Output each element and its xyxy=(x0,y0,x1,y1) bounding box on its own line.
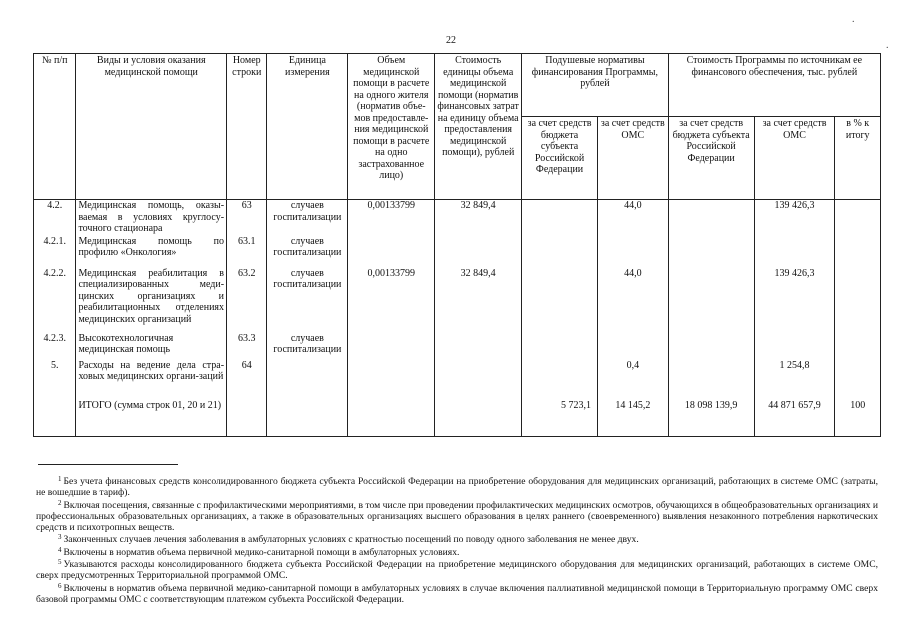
cell-num: 4.2.2. xyxy=(34,268,76,333)
cell-unit: случаев госпитализации xyxy=(267,333,348,360)
footnote xyxy=(36,583,878,606)
cell-volume: 0,00133799 xyxy=(348,268,435,333)
footnote-text: Включены в норматив объема первичной медико-санитарной помощи в амбулаторных условиях. xyxy=(63,546,460,558)
cell-cost xyxy=(435,333,522,360)
cell-prog-budget xyxy=(668,268,754,333)
header-prog-pct: в % к итогу xyxy=(835,117,881,200)
cell-num: 4.2. xyxy=(34,200,76,236)
table-header xyxy=(34,54,881,200)
cell-prog-oms: 139 426,3 xyxy=(754,200,835,236)
cell-cost: 32 849,4 xyxy=(435,200,522,236)
total-row xyxy=(34,400,881,437)
cell-volume xyxy=(348,400,435,437)
cell-name: Расходы на ведение дела стра-ховых медицинских органи-заций xyxy=(76,360,227,400)
footnote-text: Без учета финансовых средств консолидированного бюджета субъекта Российской Федерации на приобретение оборудования для медицинских организаций, работающих в системе ОМС (затраты, не вошедшие в тариф). xyxy=(36,476,878,499)
cell-cost xyxy=(435,360,522,400)
page-number: 22 xyxy=(446,35,456,46)
cell-volume: 0,00133799 xyxy=(348,200,435,236)
footnote-mark: 3 xyxy=(58,533,62,542)
cell-cost xyxy=(435,400,522,437)
cell-line: 63.3 xyxy=(227,333,267,360)
cell-name: Медицинская помощь по профилю «Онкология» xyxy=(76,236,227,268)
cell-prog-oms xyxy=(754,333,835,360)
cell-pc-oms: 44,0 xyxy=(597,200,668,236)
cell-unit xyxy=(267,400,348,437)
footnote-separator xyxy=(38,464,178,465)
header-num: № п/п xyxy=(34,54,76,200)
cell-pc-budget xyxy=(522,200,598,236)
cell-prog-oms: 44 871 657,9 xyxy=(754,400,835,437)
cell-prog-oms xyxy=(754,236,835,268)
header-volume: Объем медицинской помощи в расчете на одного жителя (норматив объе-мов предоставле-ния медицинской помощи в расчете на одно застрахованное лицо) xyxy=(348,54,435,200)
table-row xyxy=(34,333,881,360)
footnotes xyxy=(36,476,878,606)
footnote-mark: 4 xyxy=(58,545,62,554)
cell-pc-budget xyxy=(522,360,598,400)
header-type: Виды и условия оказания медицинской помощи xyxy=(76,54,227,200)
cell-pc-budget: 5 723,1 xyxy=(522,400,598,437)
cell-line: 63.2 xyxy=(227,268,267,333)
cell-name: Медицинская помощь, оказы-ваемая в условиях круглосу-точного стационара xyxy=(76,200,227,236)
header-program-cost: Стоимость Программы по источникам ее финансового обеспечения, тыс. рублей xyxy=(668,54,880,117)
header-line: Номер строки xyxy=(227,54,267,200)
cell-name: Медицинская реабилитация в специализированных меди-цинских организациях и реабилитационных отделениях медицинских организаций xyxy=(76,268,227,333)
cell-prog-pct: 100 xyxy=(835,400,881,437)
cell-unit: случаев госпитализации xyxy=(267,236,348,268)
footnote-mark: 5 xyxy=(58,558,62,567)
cell-prog-oms: 139 426,3 xyxy=(754,268,835,333)
cell-pc-oms xyxy=(597,333,668,360)
cell-pc-oms: 14 145,2 xyxy=(597,400,668,437)
cell-prog-pct xyxy=(835,236,881,268)
cell-volume xyxy=(348,333,435,360)
cell-pc-budget xyxy=(522,333,598,360)
table-row xyxy=(34,236,881,268)
cell-prog-budget xyxy=(668,236,754,268)
cell-pc-oms: 44,0 xyxy=(597,268,668,333)
footnote-mark: 1 xyxy=(58,475,62,483)
footnote xyxy=(36,500,878,534)
cell-cost xyxy=(435,236,522,268)
cell-volume xyxy=(348,360,435,400)
cell-line xyxy=(227,400,267,437)
cell-num xyxy=(34,400,76,437)
footnote xyxy=(36,559,878,582)
footnote xyxy=(36,534,878,545)
cell-num: 5. xyxy=(34,360,76,400)
table-row xyxy=(34,200,881,236)
cell-num: 4.2.3. xyxy=(34,333,76,360)
cell-prog-budget xyxy=(668,200,754,236)
footnote-mark: 6 xyxy=(58,581,62,590)
cell-line: 64 xyxy=(227,360,267,400)
header-cost: Стоимость единицы объема медицинской помощи (норматив финансовых затрат на единицу объема предоставления медицинской помощи), рублей xyxy=(435,54,522,200)
cell-prog-budget: 18 098 139,9 xyxy=(668,400,754,437)
footnote xyxy=(36,476,878,499)
cell-pc-budget xyxy=(522,236,598,268)
cell-prog-pct xyxy=(835,360,881,400)
cell-pc-oms xyxy=(597,236,668,268)
footnote xyxy=(36,547,878,558)
footnote-text: Указываются расходы консолидированного бюджета субъекта Российской Федерации на приобретение медицинского оборудования для медицинских организаций, работающих в системе ОМС, сверх предусмотренных Территориальной программой ОМС. xyxy=(36,559,878,582)
cell-pc-oms: 0,4 xyxy=(597,360,668,400)
header-per-capita: Подушевые нормативы финансирования Программы, рублей xyxy=(522,54,669,117)
table-row xyxy=(34,268,881,333)
header-pc-oms: за счет средств ОМС xyxy=(597,117,668,200)
cell-pc-budget xyxy=(522,268,598,333)
cell-name: Высокотехнологичная медицинская помощь xyxy=(76,333,227,360)
scan-speck: . xyxy=(852,14,855,25)
cell-line: 63.1 xyxy=(227,236,267,268)
cell-unit: случаев госпитализации xyxy=(267,200,348,236)
footnote-text: Включая посещения, связанные с профилактическими мероприятиями, в том числе при проведении профилактических медицинских осмотров, обучающихся в общеобразовательных организациях и профессиональных образовательных организациях, а также в образовательных организациях высшего образования в целях раннего (своевременного) выявления незаконного потребления наркотических средств и психотропных веществ. xyxy=(36,499,878,534)
cell-prog-oms: 1 254,8 xyxy=(754,360,835,400)
cell-volume xyxy=(348,236,435,268)
cell-prog-budget xyxy=(668,360,754,400)
cell-prog-pct xyxy=(835,333,881,360)
scan-speck: . xyxy=(886,40,889,51)
cell-unit xyxy=(267,360,348,400)
cell-cost: 32 849,4 xyxy=(435,268,522,333)
footnote-text: Включены в норматив объема первичной медико-санитарной помощи в амбулаторных условиях в случае включения паллиативной медицинской помощи в Территориальную программу ОМС сверх базовой программы ОМС с соответствующим платежом субъекта Российской Федерации. xyxy=(36,582,878,605)
cell-line: 63 xyxy=(227,200,267,236)
header-unit: Единица измерения xyxy=(267,54,348,200)
cell-name: ИТОГО (сумма строк 01, 20 и 21) xyxy=(76,400,227,437)
footnote-mark: 2 xyxy=(58,498,62,507)
footnote-text: Законченных случаев лечения заболевания в амбулаторных условиях с кратностью посещений по поводу одного заболевания не менее двух. xyxy=(63,534,639,546)
financing-table xyxy=(33,53,881,437)
cell-prog-budget xyxy=(668,333,754,360)
table-row xyxy=(34,360,881,400)
cell-unit: случаев госпитализации xyxy=(267,268,348,333)
header-prog-oms: за счет средств ОМС xyxy=(754,117,835,200)
header-pc-budget: за счет средств бюджета субъекта Российской Федерации xyxy=(522,117,598,200)
header-prog-budget: за счет средств бюджета субъекта Российской Федерации xyxy=(668,117,754,200)
cell-prog-pct xyxy=(835,200,881,236)
cell-num: 4.2.1. xyxy=(34,236,76,268)
cell-prog-pct xyxy=(835,268,881,333)
